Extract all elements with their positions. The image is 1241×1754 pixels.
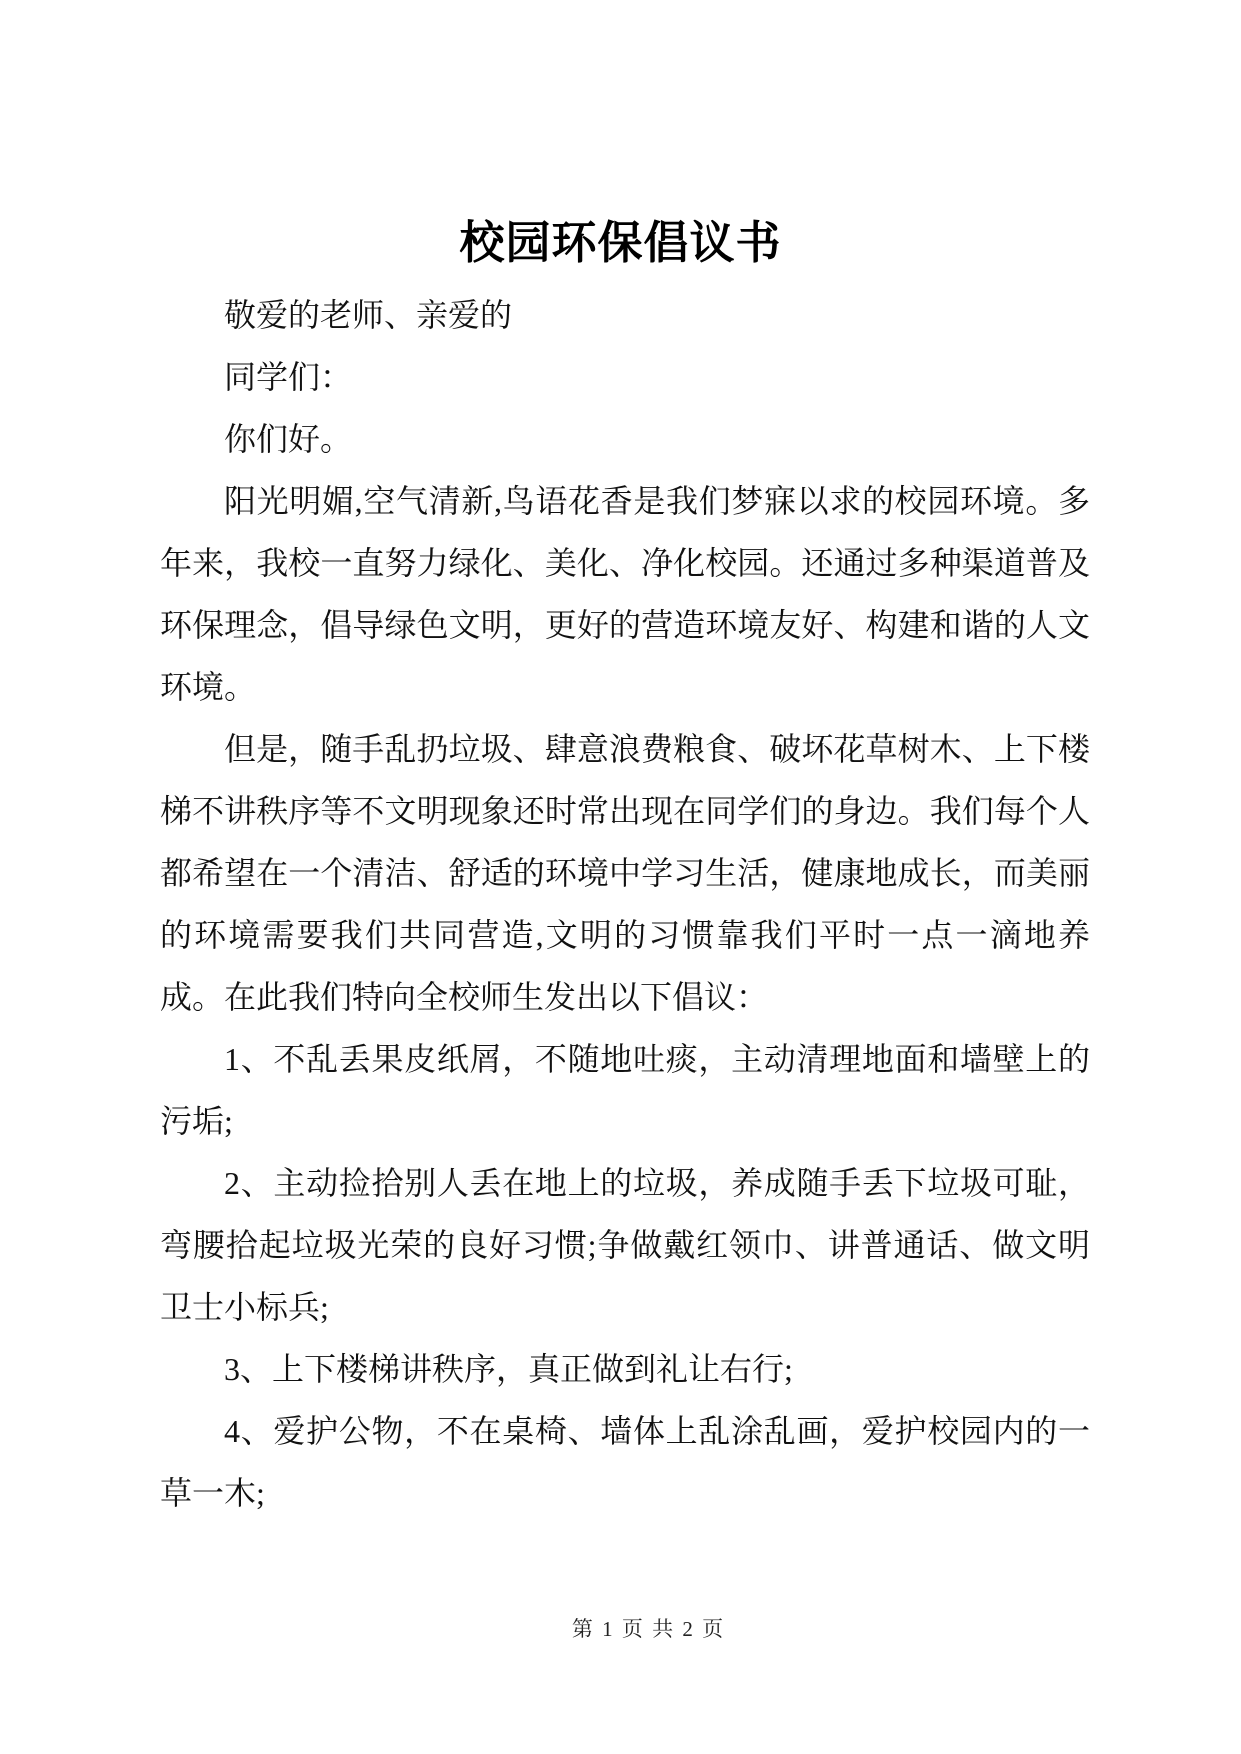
document-body <box>160 284 1090 1524</box>
paragraph: 但是，随手乱扔垃圾、肆意浪费粮食、破坏花草树木、上下楼梯不讲秩序等不文明现象还时常出现在同学们的身边。我们每个人都希望在一个清洁、舒适的环境中学习生活，健康地成长，而美丽的环境需要我们共同营造,文明的习惯靠我们平时一点一滴地养成。在此我们特向全校师生发出以下倡议： <box>160 731 1090 1015</box>
paragraph: 敬爱的老师、亲爱的 <box>224 297 513 333</box>
paragraph: 4、爱护公物，不在桌椅、墙体上乱涂乱画，爱护校园内的一草一木; <box>160 1413 1090 1511</box>
page-title: 校园环保倡议书 <box>459 218 782 268</box>
paragraph: 3、上下楼梯讲秩序，真正做到礼让右行; <box>224 1351 793 1387</box>
paragraph: 阳光明媚,空气清新,鸟语花香是我们梦寐以求的校园环境。多年来，我校一直努力绿化、美化、净化校园。还通过多种渠道普及环保理念，倡导绿色文明，更好的营造环境友好、构建和谐的人文环境。 <box>160 483 1090 705</box>
paragraph: 你们好。 <box>224 421 353 457</box>
page-footer: 第 1 页 共 2 页 <box>571 1617 726 1641</box>
paragraph: 1、不乱丢果皮纸屑，不随地吐痰，主动清理地面和墙壁上的污垢; <box>160 1041 1090 1139</box>
paragraph: 2、主动捡拾别人丢在地上的垃圾，养成随手丢下垃圾可耻，弯腰拾起垃圾光荣的良好习惯;争做戴红领巾、讲普通话、做文明卫士小标兵; <box>160 1165 1090 1325</box>
paragraph: 同学们： <box>224 359 353 395</box>
